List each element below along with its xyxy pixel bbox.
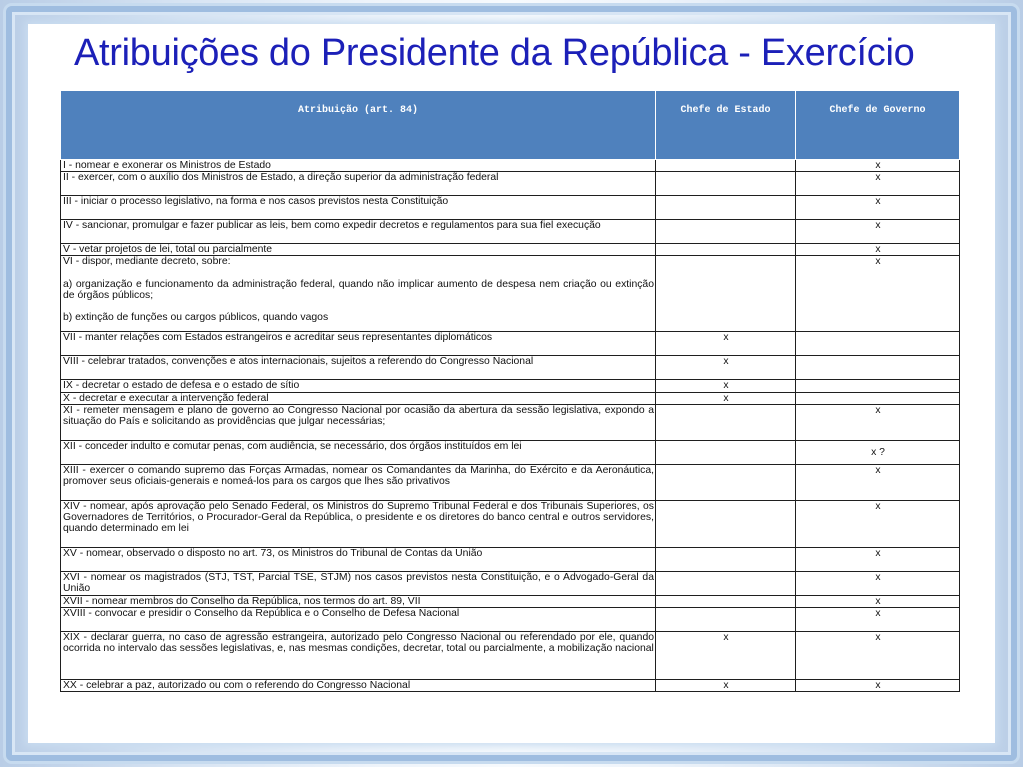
row-chefe-estado-mark: x <box>656 380 796 392</box>
table-row <box>61 196 960 220</box>
row-chefe-estado-mark: x <box>656 392 796 404</box>
row-description: XII - conceder indulto e comutar penas, com audiência, se necessário, dos órgãos instituídos em lei <box>61 440 656 464</box>
row-description: XIII - exercer o comando supremo das Forças Armadas, nomear os Comandantes da Marinha, do Exército e da Aeronáutica, promover seus oficiais-generais e nomeá-los para os cargos que lhes são privativos <box>61 464 656 500</box>
row-chefe-governo-mark: x <box>796 404 960 440</box>
table-row <box>61 500 960 547</box>
header-chefe-estado: Chefe de Estado <box>656 91 796 160</box>
table-header-row <box>61 91 960 160</box>
row-description: IV - sancionar, promulgar e fazer publicar as leis, bem como expedir decretos e regulamentos para sua fiel execução <box>61 220 656 244</box>
row-chefe-governo-mark: x <box>796 160 960 172</box>
row-chefe-estado-mark <box>656 608 796 632</box>
row-chefe-estado-mark <box>656 440 796 464</box>
table-row <box>61 608 960 632</box>
table-row <box>61 464 960 500</box>
slide-title: Atribuições do Presidente da República - Exercício <box>74 32 915 74</box>
row-description: XX - celebrar a paz, autorizado ou com o referendo do Congresso Nacional <box>61 680 656 692</box>
row-chefe-estado-mark <box>656 196 796 220</box>
table-row <box>61 160 960 172</box>
row-description: VII - manter relações com Estados estrangeiros e acreditar seus representantes diplomáticos <box>61 332 656 356</box>
row-description: XIX - declarar guerra, no caso de agressão estrangeira, autorizado pelo Congresso Nacional ou referendado por ele, quando ocorrida no intervalo das sessões legislativas, e, nas mesmas condições, decretar, total ou parcialmente, a mobilização nacional <box>61 632 656 680</box>
row-description: X - decretar e executar a intervenção federal <box>61 392 656 404</box>
row-description: XVIII - convocar e presidir o Conselho da República e o Conselho de Defesa Nacional <box>61 608 656 632</box>
row-chefe-estado-mark <box>656 571 796 595</box>
attributions-table <box>60 90 960 692</box>
row-description: XVI - nomear os magistrados (STJ, TST, Parcial TSE, STJM) nos casos previstos nesta Constituição, e o Advogado-Geral da União <box>61 571 656 595</box>
row-description: XVII - nomear membros do Conselho da República, nos termos do art. 89, VII <box>61 595 656 607</box>
row-description: V - vetar projetos de lei, total ou parcialmente <box>61 244 656 256</box>
table-row <box>61 332 960 356</box>
row-chefe-governo-mark: x <box>796 256 960 332</box>
row-chefe-governo-mark: x <box>796 571 960 595</box>
row-chefe-estado-mark <box>656 160 796 172</box>
row-chefe-governo-mark: x <box>796 547 960 571</box>
row-chefe-governo-mark: x ? <box>796 440 960 464</box>
row-chefe-governo-mark: x <box>796 196 960 220</box>
table-row <box>61 440 960 464</box>
row-description: XIV - nomear, após aprovação pelo Senado Federal, os Ministros do Supremo Tribunal Federal e dos Tribunais Superiores, os Governadores de Territórios, o Procurador-Geral da República, o presidente e os diretores do banco central e outros servidores, quando determinado em lei <box>61 500 656 547</box>
row-chefe-governo-mark: x <box>796 680 960 692</box>
row-description: IX - decretar o estado de defesa e o estado de sítio <box>61 380 656 392</box>
table-row <box>61 595 960 607</box>
row-chefe-estado-mark: x <box>656 356 796 380</box>
row-description: XV - nomear, observado o disposto no art. 73, os Ministros do Tribunal de Contas da União <box>61 547 656 571</box>
row-chefe-governo-mark: x <box>796 608 960 632</box>
header-atribuicao: Atribuição (art. 84) <box>61 91 656 160</box>
table-row <box>61 547 960 571</box>
row-chefe-governo-mark: x <box>796 220 960 244</box>
row-chefe-governo-mark: x <box>796 172 960 196</box>
row-description: XI - remeter mensagem e plano de governo ao Congresso Nacional por ocasião da abertura da sessão legislativa, expondo a situação do País e solicitando as providências que julgar necessárias; <box>61 404 656 440</box>
row-chefe-governo-mark <box>796 392 960 404</box>
row-chefe-estado-mark <box>656 404 796 440</box>
row-chefe-estado-mark <box>656 244 796 256</box>
row-chefe-estado-mark: x <box>656 632 796 680</box>
table-row <box>61 220 960 244</box>
row-chefe-governo-mark <box>796 332 960 356</box>
row-description: II - exercer, com o auxílio dos Ministros de Estado, a direção superior da administração federal <box>61 172 656 196</box>
table-row <box>61 632 960 680</box>
row-chefe-estado-mark <box>656 595 796 607</box>
row-description: III - iniciar o processo legislativo, na forma e nos casos previstos nesta Constituição <box>61 196 656 220</box>
row-description: VIII - celebrar tratados, convenções e atos internacionais, sujeitos a referendo do Congresso Nacional <box>61 356 656 380</box>
row-chefe-governo-mark <box>796 356 960 380</box>
row-chefe-estado-mark <box>656 220 796 244</box>
row-chefe-estado-mark: x <box>656 680 796 692</box>
row-chefe-estado-mark <box>656 256 796 332</box>
header-chefe-governo: Chefe de Governo <box>796 91 960 160</box>
table-row <box>61 172 960 196</box>
table-row <box>61 244 960 256</box>
row-chefe-estado-mark <box>656 464 796 500</box>
table-row <box>61 356 960 380</box>
table-row <box>61 392 960 404</box>
table-row <box>61 404 960 440</box>
row-chefe-governo-mark <box>796 380 960 392</box>
row-chefe-estado-mark <box>656 547 796 571</box>
table-row <box>61 256 960 332</box>
row-chefe-governo-mark: x <box>796 500 960 547</box>
row-chefe-estado-mark <box>656 500 796 547</box>
row-description: VI - dispor, mediante decreto, sobre: a) organização e funcionamento da administração federal, quando não implicar aumento de despesa nem criação ou extinção de órgãos públicos; b) extinção de funções ou cargos públicos, quando vagos <box>61 256 656 332</box>
table-row <box>61 571 960 595</box>
row-description: I - nomear e exonerar os Ministros de Estado <box>61 160 656 172</box>
row-chefe-estado-mark: x <box>656 332 796 356</box>
row-chefe-estado-mark <box>656 172 796 196</box>
row-chefe-governo-mark: x <box>796 595 960 607</box>
table-row <box>61 380 960 392</box>
table-row <box>61 680 960 692</box>
row-chefe-governo-mark: x <box>796 632 960 680</box>
row-chefe-governo-mark: x <box>796 244 960 256</box>
row-chefe-governo-mark: x <box>796 464 960 500</box>
